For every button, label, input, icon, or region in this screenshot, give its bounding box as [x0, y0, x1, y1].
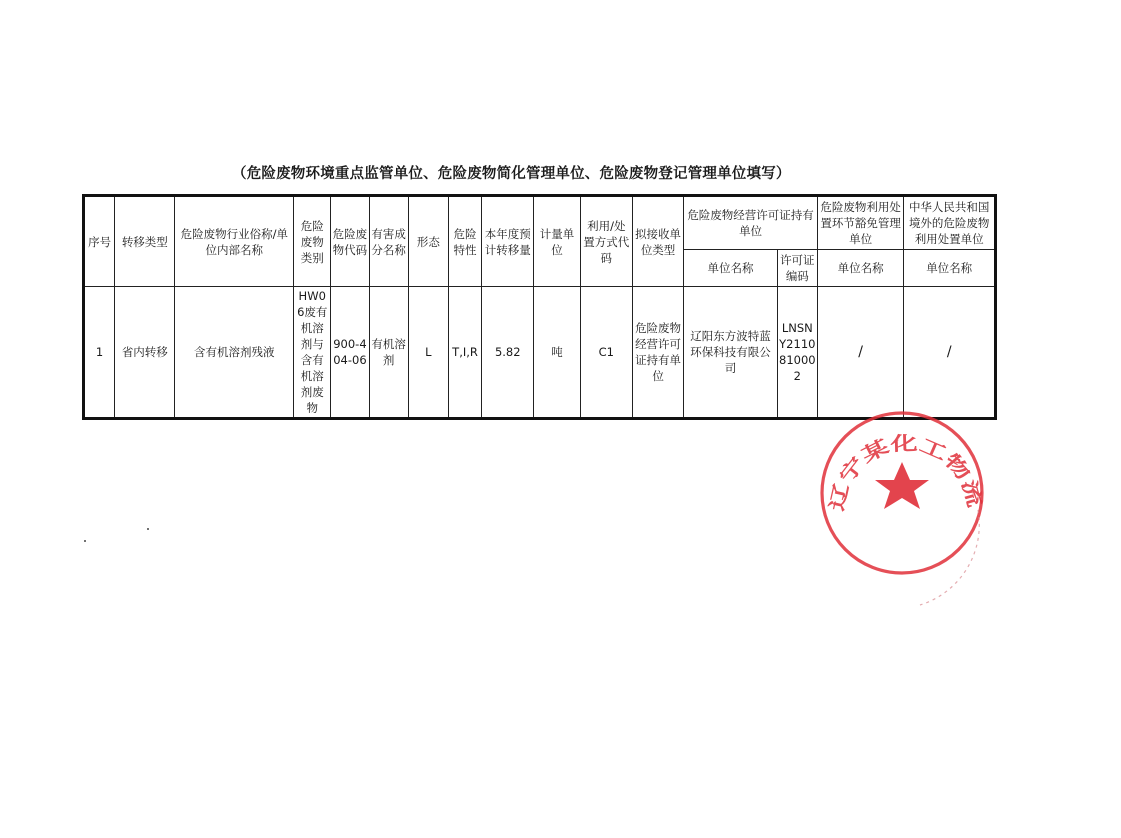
header-foreign-name: 单位名称: [904, 250, 996, 287]
header-industry-name: 危险废物行业俗称/单位内部名称: [175, 196, 294, 287]
seal-star-icon: [875, 462, 929, 509]
cell-code: 900-404-06: [331, 287, 369, 419]
cell-seq: 1: [84, 287, 115, 419]
header-exempt-group: 危险废物利用处置环节豁免管理单位: [817, 196, 903, 250]
header-license-holder-name: 单位名称: [684, 250, 778, 287]
header-seq: 序号: [84, 196, 115, 287]
header-code: 危险废物代码: [331, 196, 369, 287]
header-transfer-type: 转移类型: [115, 196, 175, 287]
header-license-no: 许可证编码: [777, 250, 817, 287]
header-components: 有害成分名称: [369, 196, 408, 287]
cell-receiver-type: 危险废物经营许可证持有单位: [632, 287, 683, 419]
cell-transfer-type: 省内转移: [115, 287, 175, 419]
page-title: （危险废物环境重点监管单位、危险废物简化管理单位、危险废物登记管理单位填写）: [232, 166, 791, 182]
cell-unit: 吨: [534, 287, 580, 419]
header-form: 形态: [408, 196, 448, 287]
header-exempt-name: 单位名称: [817, 250, 903, 287]
cell-components: 有机溶剂: [369, 287, 408, 419]
company-seal: [810, 400, 1020, 620]
header-annual-amount: 本年度预计转移量: [482, 196, 534, 287]
cell-foreign-name: /: [904, 287, 996, 419]
header-receiver-type: 拟接收单位类型: [632, 196, 683, 287]
cell-exempt-name: /: [817, 287, 903, 419]
cell-form: L: [408, 287, 448, 419]
cell-license-holder-name: 辽阳东方波特蓝环保科技有限公司: [684, 287, 778, 419]
cell-annual-amount: 5.82: [482, 287, 534, 419]
scan-speck: [84, 540, 86, 542]
header-foreign-group: 中华人民共和国境外的危险废物利用处置单位: [904, 196, 996, 250]
cell-category: HW06废有机溶剂与含有机溶剂废物: [294, 287, 331, 419]
waste-transfer-table: [82, 194, 997, 420]
cell-hazard: T,I,R: [448, 287, 481, 419]
table-header-row: [84, 196, 996, 250]
header-license-holder-group: 危险废物经营许可证持有单位: [684, 196, 818, 250]
cell-license-no: LNSNY2110810002: [777, 287, 817, 419]
header-unit: 计量单位: [534, 196, 580, 287]
table-row: [84, 287, 996, 419]
header-category: 危险废物类别: [294, 196, 331, 287]
cell-industry-name: 含有机溶剂残液: [175, 287, 294, 419]
seal-stamp-icon: [810, 400, 1020, 620]
header-method-code: 利用/处置方式代码: [580, 196, 632, 287]
seal-text: 辽宁某化工物流: [825, 432, 984, 513]
cell-method-code: C1: [580, 287, 632, 419]
header-hazard: 危险特性: [448, 196, 481, 287]
scan-speck: [147, 528, 149, 530]
